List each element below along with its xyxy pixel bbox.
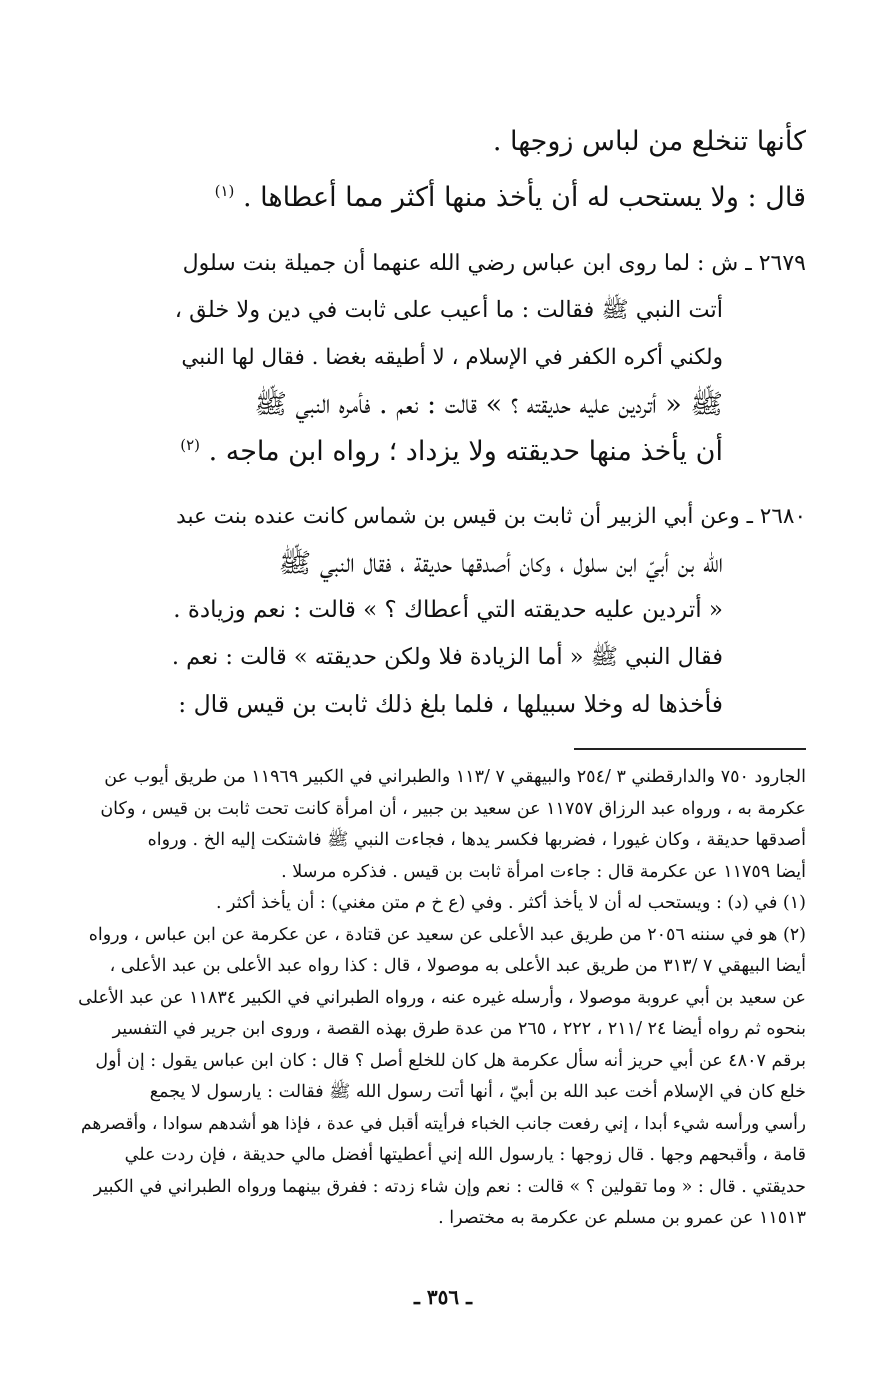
footnote-line: برقم ٤٨٠٧ عن أبي حريز أنه سأل عكرمة هل كان للخلع أصل ؟ قال : كان ابن عباس يقول : إن أول xyxy=(95,1050,806,1071)
footnote-marker-2: (٢) xyxy=(180,436,200,454)
footnote-marker-1: (١) xyxy=(214,182,235,200)
entry-2680 xyxy=(170,493,806,728)
entry-2680-number: ٢٦٨٠ ـ xyxy=(746,504,806,529)
entry-2679-line-5-text: أن يأخذ منها حديقته ولا يزداد ؛ رواه ابن ماجه . xyxy=(208,436,723,467)
entry-2679-line-1-text: ش : لما روى ابن عباس رضي الله عنهما أن جميلة بنت سلول xyxy=(182,251,739,276)
footnote-line: عكرمة به ، ورواه عبد الرزاق ١١٧٥٧ عن سعيد بن جبير ، أن امرأة كانت تحت ثابت بن قيس ، وكان xyxy=(100,798,806,819)
entry-2680-line-4: فقال النبي ﷺ « أما الزيادة فلا ولكن حديقته » قالت : نعم . xyxy=(171,644,723,670)
opening-line-1: كأنها تنخلع من لباس زوجها . xyxy=(492,126,806,157)
opening-line-2-text: قال : ولا يستحب له أن يأخذ منها أكثر مما أعطاها . xyxy=(242,182,806,213)
entry-2680-line-2: الله بن أبيّ ابن سلول ، وكان أصدقها حديقة ، فقال النبي ﷺ xyxy=(278,548,723,579)
footnote-line: حديقتي . قال : « وما تقولين ؟ » قالت : نعم وإن شاء زدته : ففرق بينهما ورواه الطبراني في الكبير xyxy=(93,1176,806,1197)
entry-2680-line-1 xyxy=(170,493,806,540)
footnote-line: (١) في (د) : ويستحب له أن لا يأخذ أكثر . وفي (ع خ م متن مغني) : أن يأخذ أكثر . xyxy=(216,893,806,913)
page-number: ـ ٣٥٦ ـ xyxy=(414,1285,472,1309)
footnote-line: رأسي ورأسه شيء أبدا ، إني رفعت جانب الخباء فرأيته أقبل في عدة ، فإذا هو أشدهم سوادا ، وأقصرهم xyxy=(81,1113,806,1134)
footnote-divider xyxy=(574,748,806,750)
footnote-line: أصدقها حديقة ، وكان غيورا ، فضربها فكسر يدها ، فجاءت النبي ﷺ فاشتكت إليه الخ . ورواه xyxy=(147,830,806,850)
entry-2680-line-5: فأخذها له وخلا سبيلها ، فلما بلغ ذلك ثابت بن قيس قال : xyxy=(178,690,723,718)
footnote-line: (٢) هو في سننه ٢٠٥٦ من طريق عبد الأعلى عن سعيد عن قتادة ، عن عكرمة عن ابن عباس ، ورواه xyxy=(88,924,806,945)
entry-2679-line-5 xyxy=(170,428,806,475)
entry-2679-number: ٢٦٧٩ ـ xyxy=(745,251,806,276)
entry-2680-line-3: « أتردين عليه حديقته التي أعطاك ؟ » قالت : نعم وزيادة . xyxy=(173,597,723,623)
entry-2680-line-1-text: وعن أبي الزبير أن ثابت بن قيس بن شماس كانت عنده بنت عبد xyxy=(176,504,740,529)
footnotes xyxy=(76,762,806,1235)
footnote-line: خلع كان في الإسلام أخت عبد الله بن أبيّ ، أنها أتت رسول الله ﷺ فقالت : يارسول لا يجمع xyxy=(149,1082,806,1102)
entry-2679-line-3: ولكني أكره الكفر في الإسلام ، لا أطيقه بغضا . فقال لها النبي xyxy=(181,345,723,370)
footnote-line: الجارود ٧٥٠ والدارقطني ٣ /٢٥٤ والبيهقي ٧ /١١٣ والطبراني في الكبير ١١٩٦٩ من طريق أيوب عن xyxy=(104,767,806,787)
opening-line-2 xyxy=(170,174,806,221)
entry-2679-line-2: أتت النبي ﷺ فقالت : ما أعيب على ثابت في دين ولا خلق ، xyxy=(174,297,723,323)
entry-2679-line-1 xyxy=(170,240,806,287)
footnote-line: أيضا ١١٧٥٩ عن عكرمة قال : جاءت امرأة ثابت بن قيس . فذكره مرسلا . xyxy=(281,861,806,882)
footnote-line: عن سعيد بن أبي عروبة موصولا ، وأرسله غيره عنه ، ورواه الطبراني في الكبير ١١٨٣٤ عن عبد الأعلى xyxy=(78,987,806,1008)
footnote-line: بنحوه ثم رواه أيضا ٢٤ /٢١١ ، ٢٢٢ ، ٢٦٥ من عدة طرق بهذه القصة ، وروى ابن جرير في التفسير xyxy=(112,1019,806,1039)
entry-2679-line-4: ﷺ « أتردين عليه حديقته ؟ » قالت : نعم . فأمره النبي ﷺ xyxy=(254,389,723,420)
footnote-line: ١١٥١٣ عن عمرو بن مسلم عن عكرمة به مختصرا . xyxy=(438,1208,806,1228)
entry-2679 xyxy=(170,240,806,475)
footnote-line: قامة ، وأقبحهم وجها . قال زوجها : يارسول الله إني أعطيتها أفضل مالي حديقة ، فإن ردت علي xyxy=(124,1145,806,1165)
footnote-line: أيضا البيهقي ٧ /٣١٣ من طريق عبد الأعلى به موصولا ، قال : كذا رواه عبد الأعلى بن عبد الأعلى ، xyxy=(109,956,806,976)
opening-text xyxy=(170,118,806,221)
